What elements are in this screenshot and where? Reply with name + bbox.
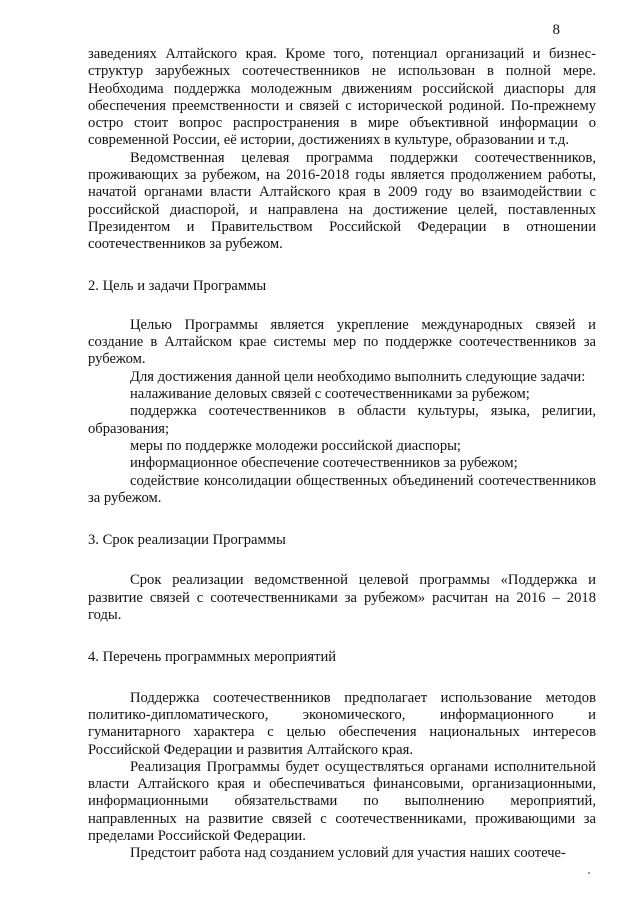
list-item-task: меры по поддержке молодежи российской диаспоры; [130,437,461,454]
paragraph-goal: Целью Программы является укрепление международных связей и создание в Алтайском крае системы мер по поддержке соотечественников за рубежом. [88,316,596,368]
paragraph-activities-conditions: Предстоит работа над созданием условий для участия наших соотече- [130,845,566,862]
section-heading-goals: 2. Цель и задачи Программы [88,277,267,294]
paragraph-term: Срок реализации ведомственной целевой программы «Поддержка и развитие связей с соотечественниками за рубежом» расчитан на 2016 – 2018 годы. [88,572,596,624]
paragraph-program-description: Ведомственная целевая программа поддержки соотечественников, проживающих за рубежом, на 2016-2018 годы является продолжением работы, начатой органами власти Алтайского края в 2009 году во взаимодействии с российской диаспорой, и направлена на достижение целей, поставленных Президентом и Правительством Российской Федерации в отношении соотечественников за рубежом. [88,149,596,253]
paragraph-activities-methods: Поддержка соотечественников предполагает использование методов политико-дипломатического, экономического, информационного и гуманитарного характера с целью обеспечения национальных интересов Российской Федерации и развития Алтайского края. [88,689,596,758]
paragraph-activities-implementation: Реализация Программы будет осуществляться органами исполнительной власти Алтайского края и обеспечиваться финансовыми, организационными, информационными обязательствами по выполнению мероприятий, направленных на развитие связей с соотечественниками, проживающими за пределами Российской Федерации. [88,758,596,844]
list-item-task: содействие консолидации общественных объединений соотечественников за рубежом. [88,472,596,506]
document-body [88,46,596,863]
list-item-task: информационное обеспечение соотечественников за рубежом; [130,455,518,472]
paragraph-continuation: заведениях Алтайского края. Кроме того, потенциал организаций и бизнес-структур зарубежных соотечественников не использован в полной мере. Необходима поддержка молодежным движениям российской диаспоры для обеспечения преемственности и связей с исторической родиной. По-прежнему остро стоит вопрос распространения в мире объективной информации о современной России, её истории, достижениях в культуре, образовании и т.д. [88,46,596,149]
paragraph-tasks-intro: Для достижения данной цели необходимо выполнить следующие задачи: [130,368,586,385]
page-number: 8 [552,22,560,38]
section-heading-term: 3. Срок реализации Программы [88,532,286,549]
section-heading-activities: 4. Перечень программных мероприятий [88,649,337,666]
list-item-task: поддержка соотечественников в области культуры, языка, религии, образования; [88,403,596,437]
scan-speck [588,872,590,874]
list-item-task: налаживание деловых связей с соотечественниками за рубежом; [130,386,530,403]
